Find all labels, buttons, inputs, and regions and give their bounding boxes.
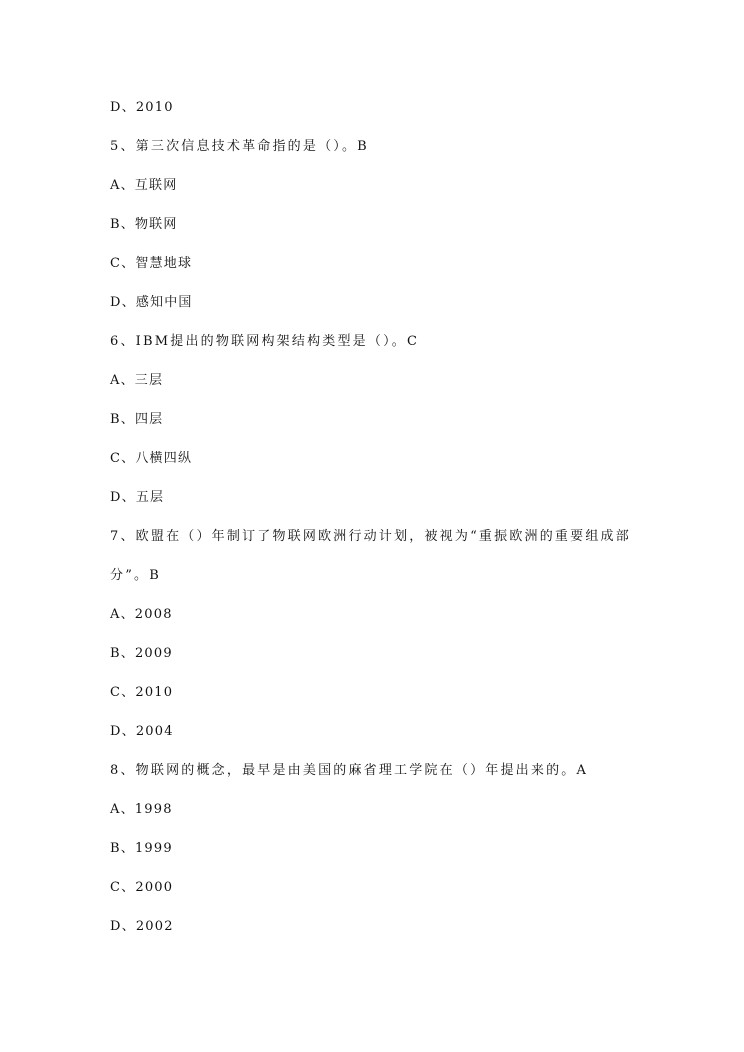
question-5: 5、第三次信息技术革命指的是（）。B (110, 139, 369, 154)
option-b-q8: B、1999 (110, 841, 173, 856)
option-b-q7: B、2009 (110, 646, 173, 661)
question-8: 8、物联网的概念，最早是由美国的麻省理工学院在（）年提出来的。A (110, 763, 589, 778)
question-7-continued: 分”。B (110, 568, 161, 583)
option-d-q5: D、感知中国 (110, 295, 193, 310)
option-c-q5: C、智慧地球 (110, 256, 193, 271)
option-b-q5: B、物联网 (110, 217, 178, 232)
option-b-q6: B、四层 (110, 412, 164, 427)
option-a-q5: A、互联网 (110, 178, 178, 193)
question-6: 6、IBM提出的物联网构架结构类型是（）。C (110, 334, 420, 349)
option-a-q6: A、三层 (110, 373, 164, 388)
option-d-q7: D、2004 (110, 724, 174, 739)
option-c-q8: C、2000 (110, 880, 174, 895)
option-c-q6: C、八横四纵 (110, 451, 193, 466)
option-d-q6: D、五层 (110, 490, 165, 505)
option-d-q8: D、2002 (110, 919, 174, 934)
question-7: 7、欧盟在（）年制订了物联网欧洲行动计划，被视为“重振欧洲的重要组成部 (110, 529, 631, 544)
option-a-q7: A、2008 (110, 607, 173, 622)
option-a-q8: A、1998 (110, 802, 173, 817)
option-d-q4: D、2010 (110, 100, 174, 115)
option-c-q7: C、2010 (110, 685, 174, 700)
